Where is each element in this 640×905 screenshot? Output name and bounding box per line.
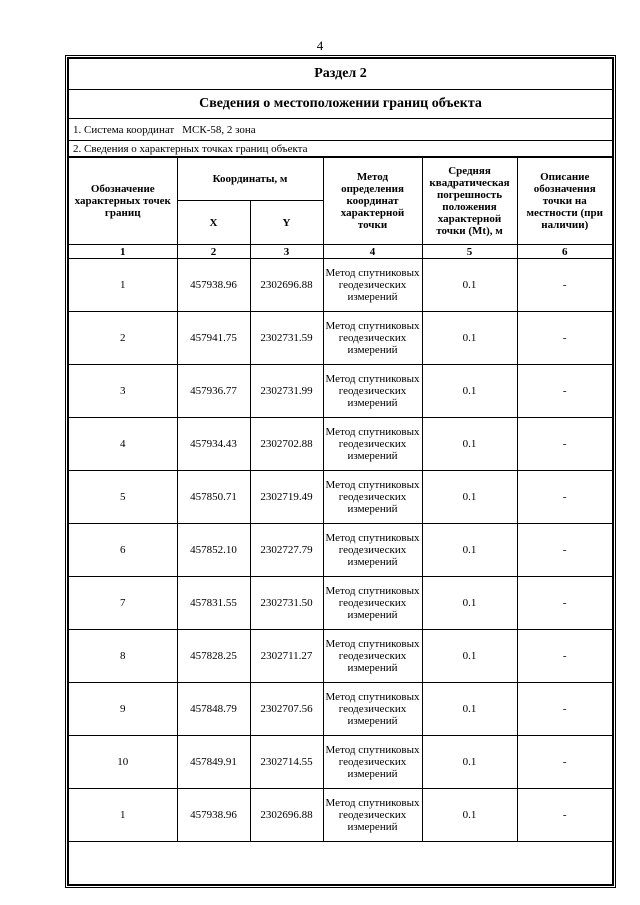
document-frame (67, 57, 614, 886)
point-id: 3 (69, 365, 177, 418)
point-id: 9 (69, 683, 177, 736)
description: - (517, 259, 612, 312)
coord-x: 457936.77 (177, 365, 250, 418)
mean-error: 0.1 (422, 365, 517, 418)
coord-y: 2302714.55 (250, 736, 323, 789)
point-id: 4 (69, 418, 177, 471)
point-id: 7 (69, 577, 177, 630)
header-description: Описание обозначения точки на местности (при наличии) (517, 158, 612, 245)
column-number: 2 (177, 245, 250, 259)
method: Метод спутниковых геодезических измерений (323, 418, 422, 471)
description: - (517, 630, 612, 683)
coord-y: 2302711.27 (250, 630, 323, 683)
point-id: 5 (69, 471, 177, 524)
method: Метод спутниковых геодезических измерений (323, 630, 422, 683)
description: - (517, 471, 612, 524)
table-row (69, 630, 612, 683)
table-row (69, 365, 612, 418)
coord-y: 2302696.88 (250, 259, 323, 312)
header-mean-error: Средняя квадратическая погрешность положения характерной точки (Mt), м (422, 158, 517, 245)
mean-error: 0.1 (422, 577, 517, 630)
empty-footer-row (69, 846, 612, 884)
coord-x: 457848.79 (177, 683, 250, 736)
description: - (517, 683, 612, 736)
coord-x: 457938.96 (177, 789, 250, 842)
description: - (517, 736, 612, 789)
coord-x: 457941.75 (177, 312, 250, 365)
method: Метод спутниковых геодезических измерений (323, 789, 422, 842)
point-id: 1 (69, 789, 177, 842)
description: - (517, 577, 612, 630)
column-number: 6 (517, 245, 612, 259)
coord-x: 457831.55 (177, 577, 250, 630)
point-id: 1 (69, 259, 177, 312)
coord-y: 2302696.88 (250, 789, 323, 842)
method: Метод спутниковых геодезических измерений (323, 683, 422, 736)
description: - (517, 365, 612, 418)
description: - (517, 418, 612, 471)
table-row (69, 736, 612, 789)
description: - (517, 789, 612, 842)
point-id: 8 (69, 630, 177, 683)
table-row (69, 259, 612, 312)
point-id: 6 (69, 524, 177, 577)
method: Метод спутниковых геодезических измерений (323, 471, 422, 524)
coord-x: 457828.25 (177, 630, 250, 683)
section-heading: Раздел 2 (69, 59, 612, 90)
header-coordinates: Координаты, м (177, 158, 323, 201)
column-number: 3 (250, 245, 323, 259)
point-id: 10 (69, 736, 177, 789)
method: Метод спутниковых геодезических измерений (323, 312, 422, 365)
mean-error: 0.1 (422, 259, 517, 312)
description: - (517, 524, 612, 577)
header-point-designation: Обозначение характерных точек границ (69, 158, 177, 245)
table-row (69, 471, 612, 524)
method: Метод спутниковых геодезических измерений (323, 577, 422, 630)
document-title: Сведения о местоположении границ объекта (69, 90, 612, 119)
table-row (69, 789, 612, 842)
table-row (69, 683, 612, 736)
header-x: X (177, 201, 250, 245)
coord-x: 457934.43 (177, 418, 250, 471)
coord-y: 2302707.56 (250, 683, 323, 736)
points-heading: 2. Сведения о характерных точках границ объекта (69, 141, 612, 157)
column-number: 1 (69, 245, 177, 259)
point-id: 2 (69, 312, 177, 365)
coord-y: 2302702.88 (250, 418, 323, 471)
mean-error: 0.1 (422, 471, 517, 524)
coord-y: 2302731.99 (250, 365, 323, 418)
description: - (517, 312, 612, 365)
table-row (69, 577, 612, 630)
mean-error: 0.1 (422, 630, 517, 683)
coord-system-label: 1. Система координат (73, 123, 175, 136)
method: Метод спутниковых геодезических измерений (323, 259, 422, 312)
coord-y: 2302719.49 (250, 471, 323, 524)
mean-error: 0.1 (422, 736, 517, 789)
header-y: Y (250, 201, 323, 245)
mean-error: 0.1 (422, 418, 517, 471)
coord-system-line (69, 119, 612, 141)
column-number: 5 (422, 245, 517, 259)
coord-x: 457849.91 (177, 736, 250, 789)
header-method: Метод определения координат характерной точки (323, 158, 422, 245)
method: Метод спутниковых геодезических измерений (323, 365, 422, 418)
coord-x: 457938.96 (177, 259, 250, 312)
column-number: 4 (323, 245, 422, 259)
page-number: 4 (316, 38, 324, 53)
coord-system-value: МСК-58, 2 зона (182, 123, 256, 136)
table-row (69, 418, 612, 471)
boundary-points-table (69, 157, 612, 842)
mean-error: 0.1 (422, 789, 517, 842)
mean-error: 0.1 (422, 683, 517, 736)
table-row (69, 524, 612, 577)
mean-error: 0.1 (422, 524, 517, 577)
coord-y: 2302727.79 (250, 524, 323, 577)
method: Метод спутниковых геодезических измерений (323, 524, 422, 577)
coord-y: 2302731.50 (250, 577, 323, 630)
method: Метод спутниковых геодезических измерений (323, 736, 422, 789)
table-row (69, 312, 612, 365)
coord-y: 2302731.59 (250, 312, 323, 365)
coord-x: 457850.71 (177, 471, 250, 524)
mean-error: 0.1 (422, 312, 517, 365)
coord-x: 457852.10 (177, 524, 250, 577)
